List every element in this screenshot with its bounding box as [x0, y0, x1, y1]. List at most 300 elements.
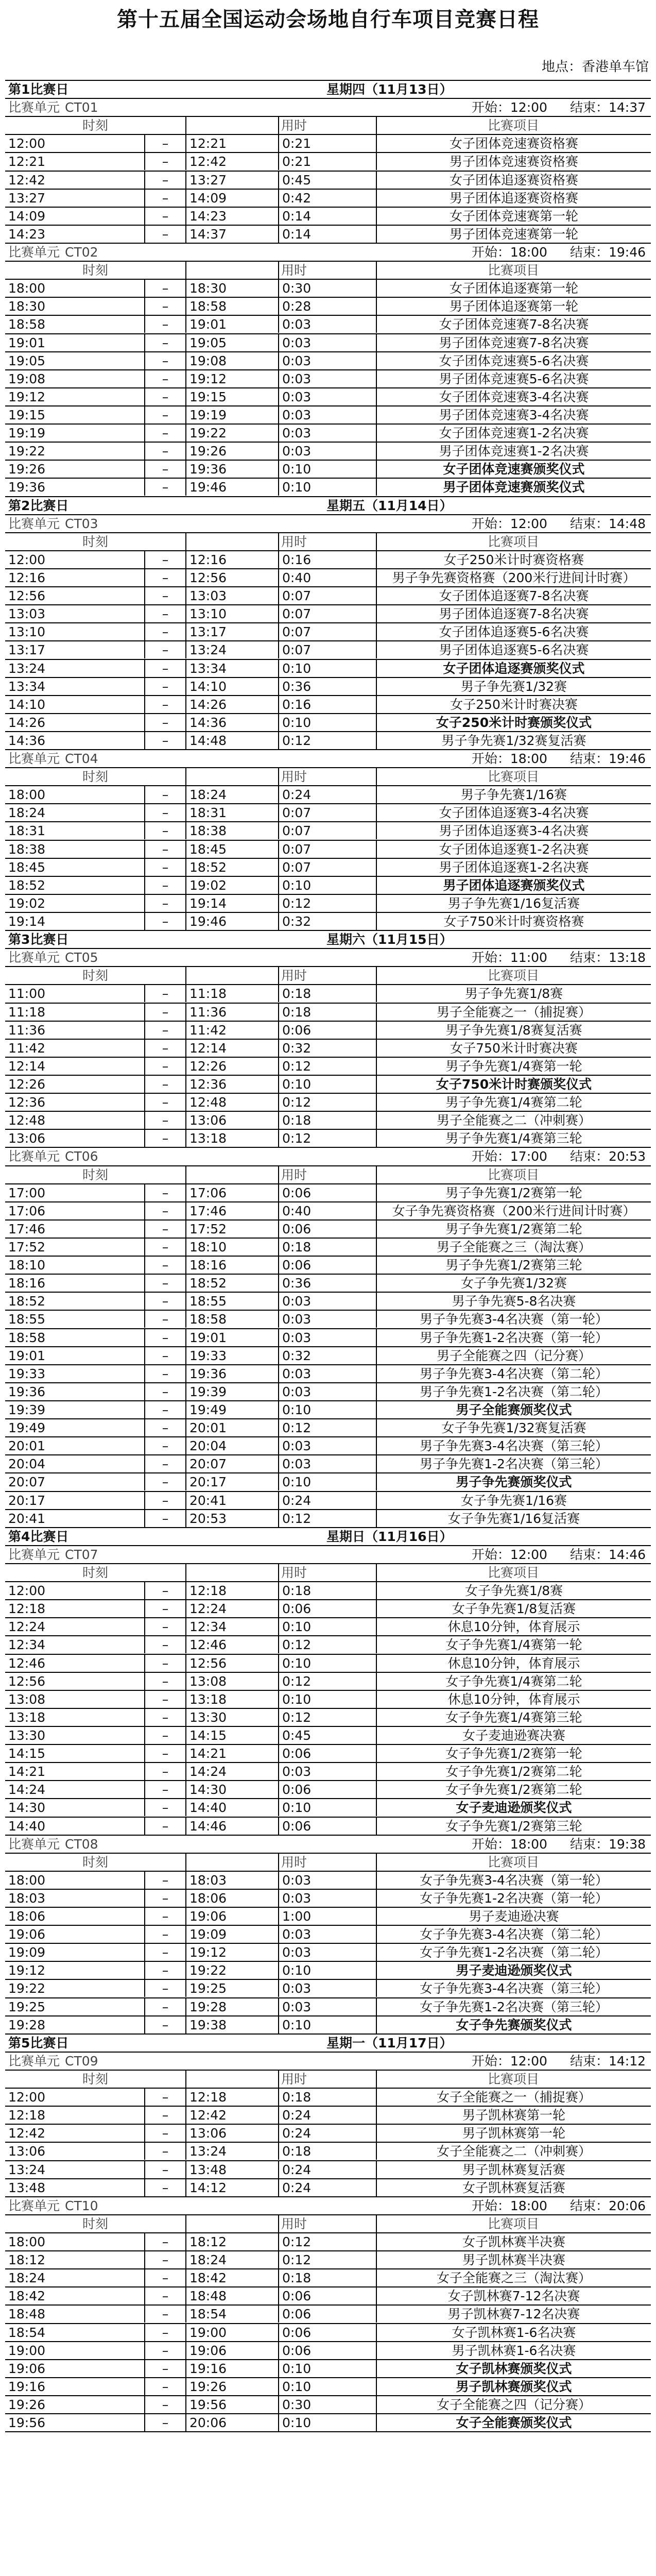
session-prefix: 比赛单元 — [8, 1836, 60, 1852]
time-dash: – — [144, 1890, 185, 1907]
event-cell: 男子全能赛之三（淘汰赛） — [376, 1239, 651, 1256]
time-dash: – — [144, 2306, 185, 2323]
end-time-cell: 17:46 — [185, 1202, 278, 1219]
end-time-cell: 20:01 — [185, 1419, 278, 1436]
event-header: 比赛项目 — [487, 2072, 539, 2087]
duration-cell: 0:24 — [278, 786, 376, 803]
table-row — [5, 2269, 651, 2287]
end-time: 14:46 — [608, 1547, 646, 1562]
session-time-range — [433, 949, 649, 966]
start-label: 开始： — [471, 1547, 510, 1562]
event-cell: 女子团体竞速赛7-8名决赛 — [376, 316, 651, 333]
duration-header: 用时 — [281, 968, 307, 984]
table-row — [5, 1799, 651, 1817]
end-time-cell: 19:56 — [185, 2396, 278, 2413]
event-cell: 女子争先赛1/16赛 — [376, 1492, 651, 1509]
end-time-cell: 19:36 — [185, 1365, 278, 1382]
duration-cell: 1:00 — [278, 1908, 376, 1925]
session-code: CT10 — [65, 2198, 98, 2213]
time-dash: – — [144, 2125, 185, 2142]
table-row — [5, 1130, 651, 1148]
duration-cell: 0:10 — [278, 1962, 376, 1979]
event-cell: 女子团体竞速赛5-6名决赛 — [376, 352, 651, 369]
event-cell: 女子凯林赛7-12名决赛 — [376, 2287, 651, 2304]
event-cell: 女子麦迪逊颁奖仪式 — [376, 1799, 651, 1816]
end-time-cell: 14:36 — [185, 714, 278, 731]
time-dash: – — [144, 2396, 185, 2413]
time-dash: – — [144, 208, 185, 225]
duration-cell: 0:12 — [278, 732, 376, 749]
time-dash: – — [144, 1202, 185, 1219]
end-time-cell: 13:17 — [185, 623, 278, 640]
table-row — [5, 190, 651, 208]
end-time-cell: 19:19 — [185, 406, 278, 423]
table-row — [5, 1618, 651, 1636]
event-cell: 女子争先赛1/4赛第三轮 — [376, 1709, 651, 1726]
table-row — [5, 1058, 651, 1076]
event-cell: 女子团体竞速赛第一轮 — [376, 208, 651, 225]
event-header: 比赛项目 — [487, 2216, 539, 2231]
table-row — [5, 2378, 651, 2396]
duration-cell: 0:10 — [278, 660, 376, 677]
session-header-row — [5, 2053, 651, 2071]
event-cell: 男子团体追逐赛3-4名决赛 — [376, 822, 651, 839]
end-time-cell: 12:42 — [185, 2107, 278, 2124]
session-code: CT07 — [65, 1547, 98, 1562]
column-divider — [185, 117, 186, 134]
event-cell: 女子凯林赛复活赛 — [376, 2179, 651, 2196]
duration-cell: 0:12 — [278, 1673, 376, 1690]
time-dash: – — [144, 786, 185, 803]
session-header-row — [5, 949, 651, 967]
event-cell: 男子团体追逐赛第一轮 — [376, 298, 651, 315]
session-id — [5, 244, 324, 261]
event-cell: 男子争先赛3-4名决赛（第二轮） — [376, 1365, 651, 1382]
end-time-cell: 18:55 — [185, 1293, 278, 1310]
table-row — [5, 1004, 651, 1022]
event-cell: 女子争先赛1/2赛第二轮 — [376, 1763, 651, 1780]
end-time-cell: 19:06 — [185, 2342, 278, 2359]
duration-header: 用时 — [281, 534, 307, 549]
end-time-cell: 18:54 — [185, 2306, 278, 2323]
event-cell: 男子争先赛1/8赛复活赛 — [376, 1022, 651, 1039]
session-time-range — [433, 750, 649, 767]
end-time-cell: 18:38 — [185, 822, 278, 839]
column-divider — [185, 2215, 186, 2232]
event-cell: 男子争先赛颁奖仪式 — [376, 1473, 651, 1490]
table-row — [5, 1419, 651, 1437]
table-row — [5, 1944, 651, 1962]
end-time-cell: 19:25 — [185, 1980, 278, 1997]
end-time-cell: 14:12 — [185, 2179, 278, 2196]
end-label: 结束： — [569, 1149, 609, 1164]
table-row — [5, 370, 651, 388]
end-time-cell: 19:12 — [185, 1944, 278, 1961]
end-time-cell: 13:18 — [185, 1691, 278, 1708]
duration-cell: 0:10 — [278, 1799, 376, 1816]
duration-cell: 0:06 — [278, 2287, 376, 2304]
start-time-cell: 18:24 — [8, 2270, 46, 2286]
end-label: 结束： — [569, 100, 609, 115]
event-cell: 女子争先赛1/32赛复活赛 — [376, 1419, 651, 1436]
start-time-cell: 19:14 — [8, 914, 46, 929]
start-time-cell: 11:42 — [8, 1040, 46, 1056]
end-time-cell: 20:07 — [185, 1455, 278, 1472]
duration-cell: 0:36 — [278, 678, 376, 695]
event-cell: 男子争先赛1/4赛第三轮 — [376, 1130, 651, 1147]
start-time-cell: 12:14 — [8, 1058, 46, 1074]
start-time-cell: 14:30 — [8, 1800, 46, 1816]
duration-cell: 0:12 — [278, 1058, 376, 1075]
day-header-row — [5, 931, 651, 949]
end-time-cell: 18:58 — [185, 298, 278, 315]
session-prefix: 比赛单元 — [8, 516, 60, 531]
table-row — [5, 2143, 651, 2161]
time-dash: – — [144, 1618, 185, 1635]
start-time-cell: 17:00 — [8, 1185, 46, 1200]
table-row — [5, 786, 651, 804]
table-row — [5, 877, 651, 895]
start-time-cell: 12:46 — [8, 1655, 46, 1671]
start-label: 开始： — [471, 100, 510, 115]
end-time-cell: 13:08 — [185, 1673, 278, 1690]
table-row — [5, 696, 651, 714]
time-dash: – — [144, 569, 185, 586]
table-row — [5, 1437, 651, 1455]
duration-cell: 0:18 — [278, 1582, 376, 1599]
start-time-cell: 13:18 — [8, 1709, 46, 1725]
duration-cell: 0:10 — [278, 2414, 376, 2431]
column-divider — [185, 2071, 186, 2088]
event-cell: 女子团体追逐赛5-6名决赛 — [376, 623, 651, 640]
column-header-row — [5, 117, 651, 135]
time-dash: – — [144, 1058, 185, 1075]
table-row — [5, 641, 651, 659]
event-cell: 女子争先赛1/2赛第一轮 — [376, 1745, 651, 1762]
day-date: 星期四（11月13日） — [326, 82, 453, 97]
time-dash: – — [144, 841, 185, 858]
table-row — [5, 461, 651, 479]
start-time-cell: 13:34 — [8, 679, 46, 694]
session-code: CT03 — [65, 516, 98, 531]
table-row — [5, 1455, 651, 1473]
start-time: 12:00 — [510, 1547, 547, 1562]
end-time-cell: 12:24 — [185, 1600, 278, 1617]
duration-cell: 0:40 — [278, 569, 376, 586]
end-label: 结束： — [569, 1836, 609, 1852]
start-time-cell: 14:21 — [8, 1764, 46, 1780]
time-dash: – — [144, 1691, 185, 1708]
event-cell: 女子团体追逐赛1-2名决赛 — [376, 841, 651, 858]
table-row — [5, 1655, 651, 1673]
time-dash: – — [144, 406, 185, 423]
duration-cell: 0:16 — [278, 696, 376, 713]
table-row — [5, 1492, 651, 1510]
start-label: 开始： — [471, 950, 510, 965]
event-cell: 男子团体追逐赛颁奖仪式 — [376, 877, 651, 894]
start-label: 开始： — [471, 1836, 510, 1852]
event-cell: 女子全能赛颁奖仪式 — [376, 2414, 651, 2431]
time-dash: – — [144, 1944, 185, 1961]
event-cell: 女子团体追逐赛7-8名决赛 — [376, 587, 651, 604]
duration-cell: 0:12 — [278, 1419, 376, 1436]
day-label: 第3比赛日 — [8, 932, 69, 947]
end-time-cell: 14:30 — [185, 1781, 278, 1798]
table-row — [5, 406, 651, 425]
duration-cell: 0:03 — [278, 352, 376, 369]
end-time-cell: 12:14 — [185, 1040, 278, 1057]
time-header: 时刻 — [82, 534, 108, 549]
start-time: 18:00 — [510, 2198, 547, 2213]
session-id — [5, 1546, 324, 1563]
start-time-cell: 18:00 — [8, 2234, 46, 2250]
start-time-cell: 18:31 — [8, 823, 46, 839]
duration-cell: 0:32 — [278, 913, 376, 930]
event-cell: 女子争先赛资格赛（200米行进间计时赛） — [376, 1202, 651, 1219]
start-time-cell: 13:03 — [8, 606, 46, 622]
table-row — [5, 334, 651, 352]
session-time-range — [433, 515, 649, 532]
end-time-cell: 14:46 — [185, 1818, 278, 1835]
table-row — [5, 2287, 651, 2306]
table-row — [5, 1184, 651, 1202]
table-row — [5, 859, 651, 877]
end-time-cell: 14:21 — [185, 1745, 278, 1762]
day-date: 星期六（11月15日） — [326, 932, 453, 947]
duration-header: 用时 — [281, 263, 307, 278]
table-row — [5, 316, 651, 334]
duration-cell: 0:10 — [278, 1618, 376, 1635]
end-time-cell: 13:34 — [185, 660, 278, 677]
time-dash: – — [144, 461, 185, 478]
column-divider — [185, 1564, 186, 1581]
table-row — [5, 425, 651, 443]
table-row — [5, 985, 651, 1003]
session-prefix: 比赛单元 — [8, 100, 60, 115]
duration-cell: 0:12 — [278, 1130, 376, 1147]
table-row — [5, 1908, 651, 1926]
start-time: 18:00 — [510, 751, 547, 767]
end-time-cell: 18:31 — [185, 804, 278, 821]
time-dash: – — [144, 877, 185, 894]
page-title: 第十五届全国运动会场地自行车项目竞赛日程 — [117, 8, 539, 31]
start-time-cell: 18:45 — [8, 859, 46, 875]
time-dash: – — [144, 1257, 185, 1274]
table-row — [5, 1221, 651, 1239]
event-cell: 男子争先赛资格赛（200米行进间计时赛） — [376, 569, 651, 586]
end-time-cell: 14:10 — [185, 678, 278, 695]
end-time-cell: 14:48 — [185, 732, 278, 749]
event-cell: 男子争先赛1-2名决赛（第一轮） — [376, 1329, 651, 1346]
table-row — [5, 623, 651, 641]
end-time-cell: 20:41 — [185, 1492, 278, 1509]
end-time-cell: 19:15 — [185, 388, 278, 405]
time-dash: – — [144, 1781, 185, 1798]
time-dash: – — [144, 443, 185, 460]
table-row — [5, 2324, 651, 2342]
end-time: 19:46 — [608, 751, 646, 767]
event-cell: 女子250米计时赛颁奖仪式 — [376, 714, 651, 731]
duration-cell: 0:03 — [278, 425, 376, 442]
event-cell: 女子争先赛1-2名决赛（第二轮） — [376, 1944, 651, 1961]
start-time-cell: 19:09 — [8, 1945, 46, 1960]
start-time-cell: 19:16 — [8, 2379, 46, 2394]
end-time-cell: 12:18 — [185, 2089, 278, 2106]
session-id — [5, 1836, 324, 1853]
time-dash: – — [144, 1926, 185, 1943]
duration-cell: 0:03 — [278, 1293, 376, 1310]
time-dash: – — [144, 1004, 185, 1021]
session-id — [5, 2197, 324, 2214]
end-time-cell: 12:26 — [185, 1058, 278, 1075]
event-cell: 男子全能赛之四（记分赛） — [376, 1347, 651, 1364]
time-dash: – — [144, 172, 185, 189]
start-time-cell: 12:42 — [8, 2126, 46, 2141]
table-row — [5, 1383, 651, 1401]
start-label: 开始： — [471, 1149, 510, 1164]
end-time-cell: 19:05 — [185, 334, 278, 351]
start-time-cell: 19:12 — [8, 389, 46, 404]
session-code: CT08 — [65, 1836, 98, 1852]
start-time-cell: 14:23 — [8, 226, 46, 242]
session-time-range — [433, 2197, 649, 2214]
end-time-cell: 18:12 — [185, 2233, 278, 2250]
start-time-cell: 11:18 — [8, 1004, 46, 1020]
time-dash: – — [144, 1818, 185, 1835]
end-time-cell: 20:17 — [185, 1473, 278, 1490]
start-time-cell: 20:07 — [8, 1475, 46, 1490]
duration-cell: 0:07 — [278, 641, 376, 658]
start-time-cell: 11:36 — [8, 1022, 46, 1038]
time-header: 时刻 — [82, 769, 108, 785]
start-time-cell: 12:24 — [8, 1619, 46, 1635]
time-dash: – — [144, 298, 185, 315]
duration-header: 用时 — [281, 2216, 307, 2231]
time-dash: – — [144, 334, 185, 351]
time-dash: – — [144, 1094, 185, 1111]
event-cell: 女子争先赛1/8复活赛 — [376, 1600, 651, 1617]
start-time-cell: 19:02 — [8, 895, 46, 911]
event-cell: 男子凯林赛1-6名决赛 — [376, 2342, 651, 2359]
start-time-cell: 19:25 — [8, 1999, 46, 2014]
start-time-cell: 12:34 — [8, 1637, 46, 1653]
table-row — [5, 1818, 651, 1836]
time-dash: – — [144, 2251, 185, 2268]
end-time: 20:06 — [608, 2198, 646, 2213]
start-time-cell: 19:15 — [8, 407, 46, 422]
column-header-row — [5, 1166, 651, 1184]
event-cell: 男子争先赛3-4名决赛（第三轮） — [376, 1437, 651, 1454]
start-time-cell: 12:00 — [8, 136, 46, 151]
table-row — [5, 2396, 651, 2414]
event-cell: 男子争先赛1/32赛复活赛 — [376, 732, 651, 749]
start-time-cell: 12:48 — [8, 1113, 46, 1128]
start-time-cell: 12:36 — [8, 1095, 46, 1110]
duration-cell: 0:03 — [278, 1926, 376, 1943]
table-row — [5, 1872, 651, 1890]
event-cell: 女子全能赛之一（捕捉赛） — [376, 2089, 651, 2106]
end-time-cell: 12:46 — [185, 1636, 278, 1653]
time-dash: – — [144, 1329, 185, 1346]
end-time-cell: 18:45 — [185, 841, 278, 858]
start-time-cell: 18:00 — [8, 1872, 46, 1888]
duration-cell: 0:07 — [278, 605, 376, 622]
start-time-cell: 19:49 — [8, 1420, 46, 1436]
time-dash: – — [144, 1347, 185, 1364]
table-row — [5, 1962, 651, 1980]
time-dash: – — [144, 1510, 185, 1527]
start-time-cell: 19:06 — [8, 2361, 46, 2376]
start-time-cell: 19:28 — [8, 2017, 46, 2032]
table-row — [5, 1239, 651, 1257]
duration-cell: 0:06 — [278, 2342, 376, 2359]
event-cell: 男子团体竞速赛1-2名决赛 — [376, 443, 651, 460]
start-time-cell: 18:03 — [8, 1890, 46, 1906]
end-time: 20:53 — [608, 1149, 646, 1164]
start-time-cell: 20:41 — [8, 1511, 46, 1526]
duration-cell: 0:07 — [278, 841, 376, 858]
start-time-cell: 13:06 — [8, 1131, 46, 1146]
time-dash: – — [144, 1727, 185, 1744]
start-time-cell: 12:00 — [8, 552, 46, 567]
event-cell: 男子争先赛1-2名决赛（第三轮） — [376, 1455, 651, 1472]
session-code: CT04 — [65, 751, 98, 767]
duration-cell: 0:24 — [278, 2179, 376, 2196]
duration-cell: 0:24 — [278, 1492, 376, 1509]
event-cell: 男子争先赛1/16赛 — [376, 786, 651, 803]
session-time-range — [433, 244, 649, 261]
event-header: 比赛项目 — [487, 1854, 539, 1870]
session-time-range — [433, 99, 649, 116]
end-time-cell: 14:40 — [185, 1799, 278, 1816]
time-dash: – — [144, 1582, 185, 1599]
end-time-cell: 19:46 — [185, 479, 278, 496]
table-row — [5, 1076, 651, 1094]
table-row — [5, 1022, 651, 1040]
end-time-cell: 11:36 — [185, 1004, 278, 1021]
duration-cell: 0:03 — [278, 1383, 376, 1400]
start-time-cell: 19:56 — [8, 2415, 46, 2431]
session-time-range — [433, 2053, 649, 2070]
time-dash: – — [144, 1492, 185, 1509]
start-time: 18:00 — [510, 244, 547, 260]
table-row — [5, 1112, 651, 1130]
event-cell: 男子凯林赛7-12名决赛 — [376, 2306, 651, 2323]
venue-label: 地点：香港单车馆 — [541, 59, 649, 75]
event-cell: 女子全能赛之二（冲刺赛） — [376, 2143, 651, 2160]
time-dash: – — [144, 2414, 185, 2431]
time-header: 时刻 — [82, 1167, 108, 1182]
time-dash: – — [144, 822, 185, 839]
session-header-row — [5, 244, 651, 262]
duration-cell: 0:06 — [278, 1257, 376, 1274]
start-time-cell: 14:24 — [8, 1782, 46, 1798]
time-dash: – — [144, 804, 185, 821]
end-time: 13:18 — [608, 950, 646, 965]
start-time-cell: 13:17 — [8, 642, 46, 658]
event-cell: 男子团体竞速赛7-8名决赛 — [376, 334, 651, 351]
end-time-cell: 14:24 — [185, 1763, 278, 1780]
start-time-cell: 18:42 — [8, 2289, 46, 2304]
table-row — [5, 1763, 651, 1781]
event-cell: 男子争先赛3-4名决赛（第一轮） — [376, 1311, 651, 1328]
table-row — [5, 822, 651, 840]
event-cell: 女子麦迪逊赛决赛 — [376, 1727, 651, 1744]
event-header: 比赛项目 — [487, 263, 539, 278]
time-dash: – — [144, 2360, 185, 2377]
duration-cell: 0:03 — [278, 1365, 376, 1382]
end-time-cell: 19:16 — [185, 2360, 278, 2377]
